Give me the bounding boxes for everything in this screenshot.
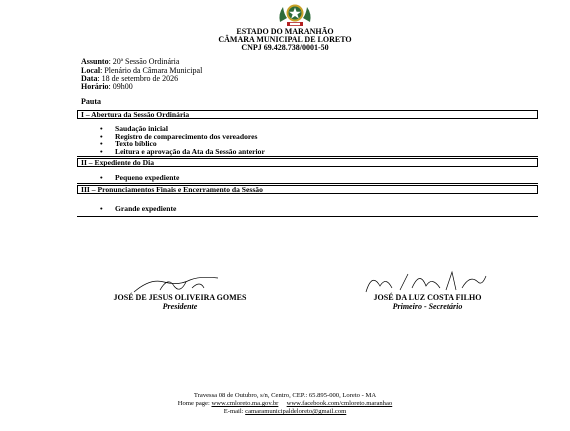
bullet-icon: • [100, 204, 103, 213]
horario-value: : 09h00 [108, 82, 133, 91]
item-text: Saudação inicial [115, 124, 168, 133]
assunto-label: Assunto [81, 57, 109, 66]
signer-name: JOSÉ DA LUZ COSTA FILHO [373, 293, 482, 302]
list-item [100, 148, 265, 156]
pauta-title: Pauta [81, 97, 101, 106]
bullet-icon: • [100, 124, 103, 133]
section-items [100, 205, 176, 213]
signer-name: JOSÉ DE JESUS OLIVEIRA GOMES [113, 293, 247, 302]
coat-of-arms-icon [277, 2, 313, 28]
data-value: : 18 de setembro de 2026 [97, 74, 179, 83]
signer-role: Presidente [162, 302, 198, 311]
section-heading: III – Pronunciamentos Finais e Encerramento da Sessão [77, 185, 538, 194]
item-text: Leitura e aprovação da Ata da Sessão anterior [115, 146, 265, 156]
section-items [100, 174, 179, 182]
local-value: : Plenário da Câmara Municipal [100, 66, 203, 75]
homepage-label: Home page: [177, 400, 212, 407]
section-heading: I – Abertura da Sessão Ordinária [77, 110, 538, 119]
list-item [100, 174, 179, 182]
footer-address: Travessa 08 de Outubro, s/n, Centro, CEP.: 65.895-000, Loreto - MA [193, 392, 377, 399]
bullet-icon: • [100, 173, 103, 182]
list-item [100, 205, 176, 213]
divider [77, 156, 538, 157]
horario-label: Horário [81, 82, 109, 91]
assunto-value: : 20ª Sessão Ordinária [108, 57, 180, 66]
divider [77, 183, 538, 184]
meta-assunto [81, 57, 179, 66]
footer-web [0, 400, 570, 408]
item-text: Texto bíblico [115, 139, 157, 149]
header-chamber: CÂMARA MUNICIPAL DE LORETO [218, 35, 352, 44]
signer-role: Primeiro - Secretário [392, 302, 463, 311]
email-label: E-mail: [223, 408, 246, 415]
divider [77, 216, 538, 217]
bullet-icon: • [100, 146, 103, 156]
email-link[interactable]: camaramunicipaldeloreto@gmail.com [245, 408, 347, 415]
section-heading: II – Expediente do Dia [77, 158, 538, 167]
facebook-link[interactable]: www.facebook.com/cmloreto.maranhao [286, 400, 393, 407]
item-text: Pequeno expediente [115, 173, 180, 182]
item-text: Grande expediente [115, 204, 177, 213]
signature-secretary-icon [360, 268, 490, 296]
section-items [100, 125, 265, 155]
meta-horario [81, 82, 133, 91]
data-label: Data [81, 74, 98, 83]
homepage-link[interactable]: www.cmloreto.ma.gov.br [211, 400, 279, 407]
local-label: Local [81, 66, 101, 75]
bullet-icon: • [100, 131, 103, 141]
bullet-icon: • [100, 139, 103, 149]
footer-email [0, 408, 570, 416]
item-text: Registro de comparecimento dos vereadores [115, 131, 258, 141]
header-cnpj: CNPJ 69.428.738/0001-50 [241, 43, 329, 52]
header-state: ESTADO DO MARANHÃO [236, 27, 334, 36]
